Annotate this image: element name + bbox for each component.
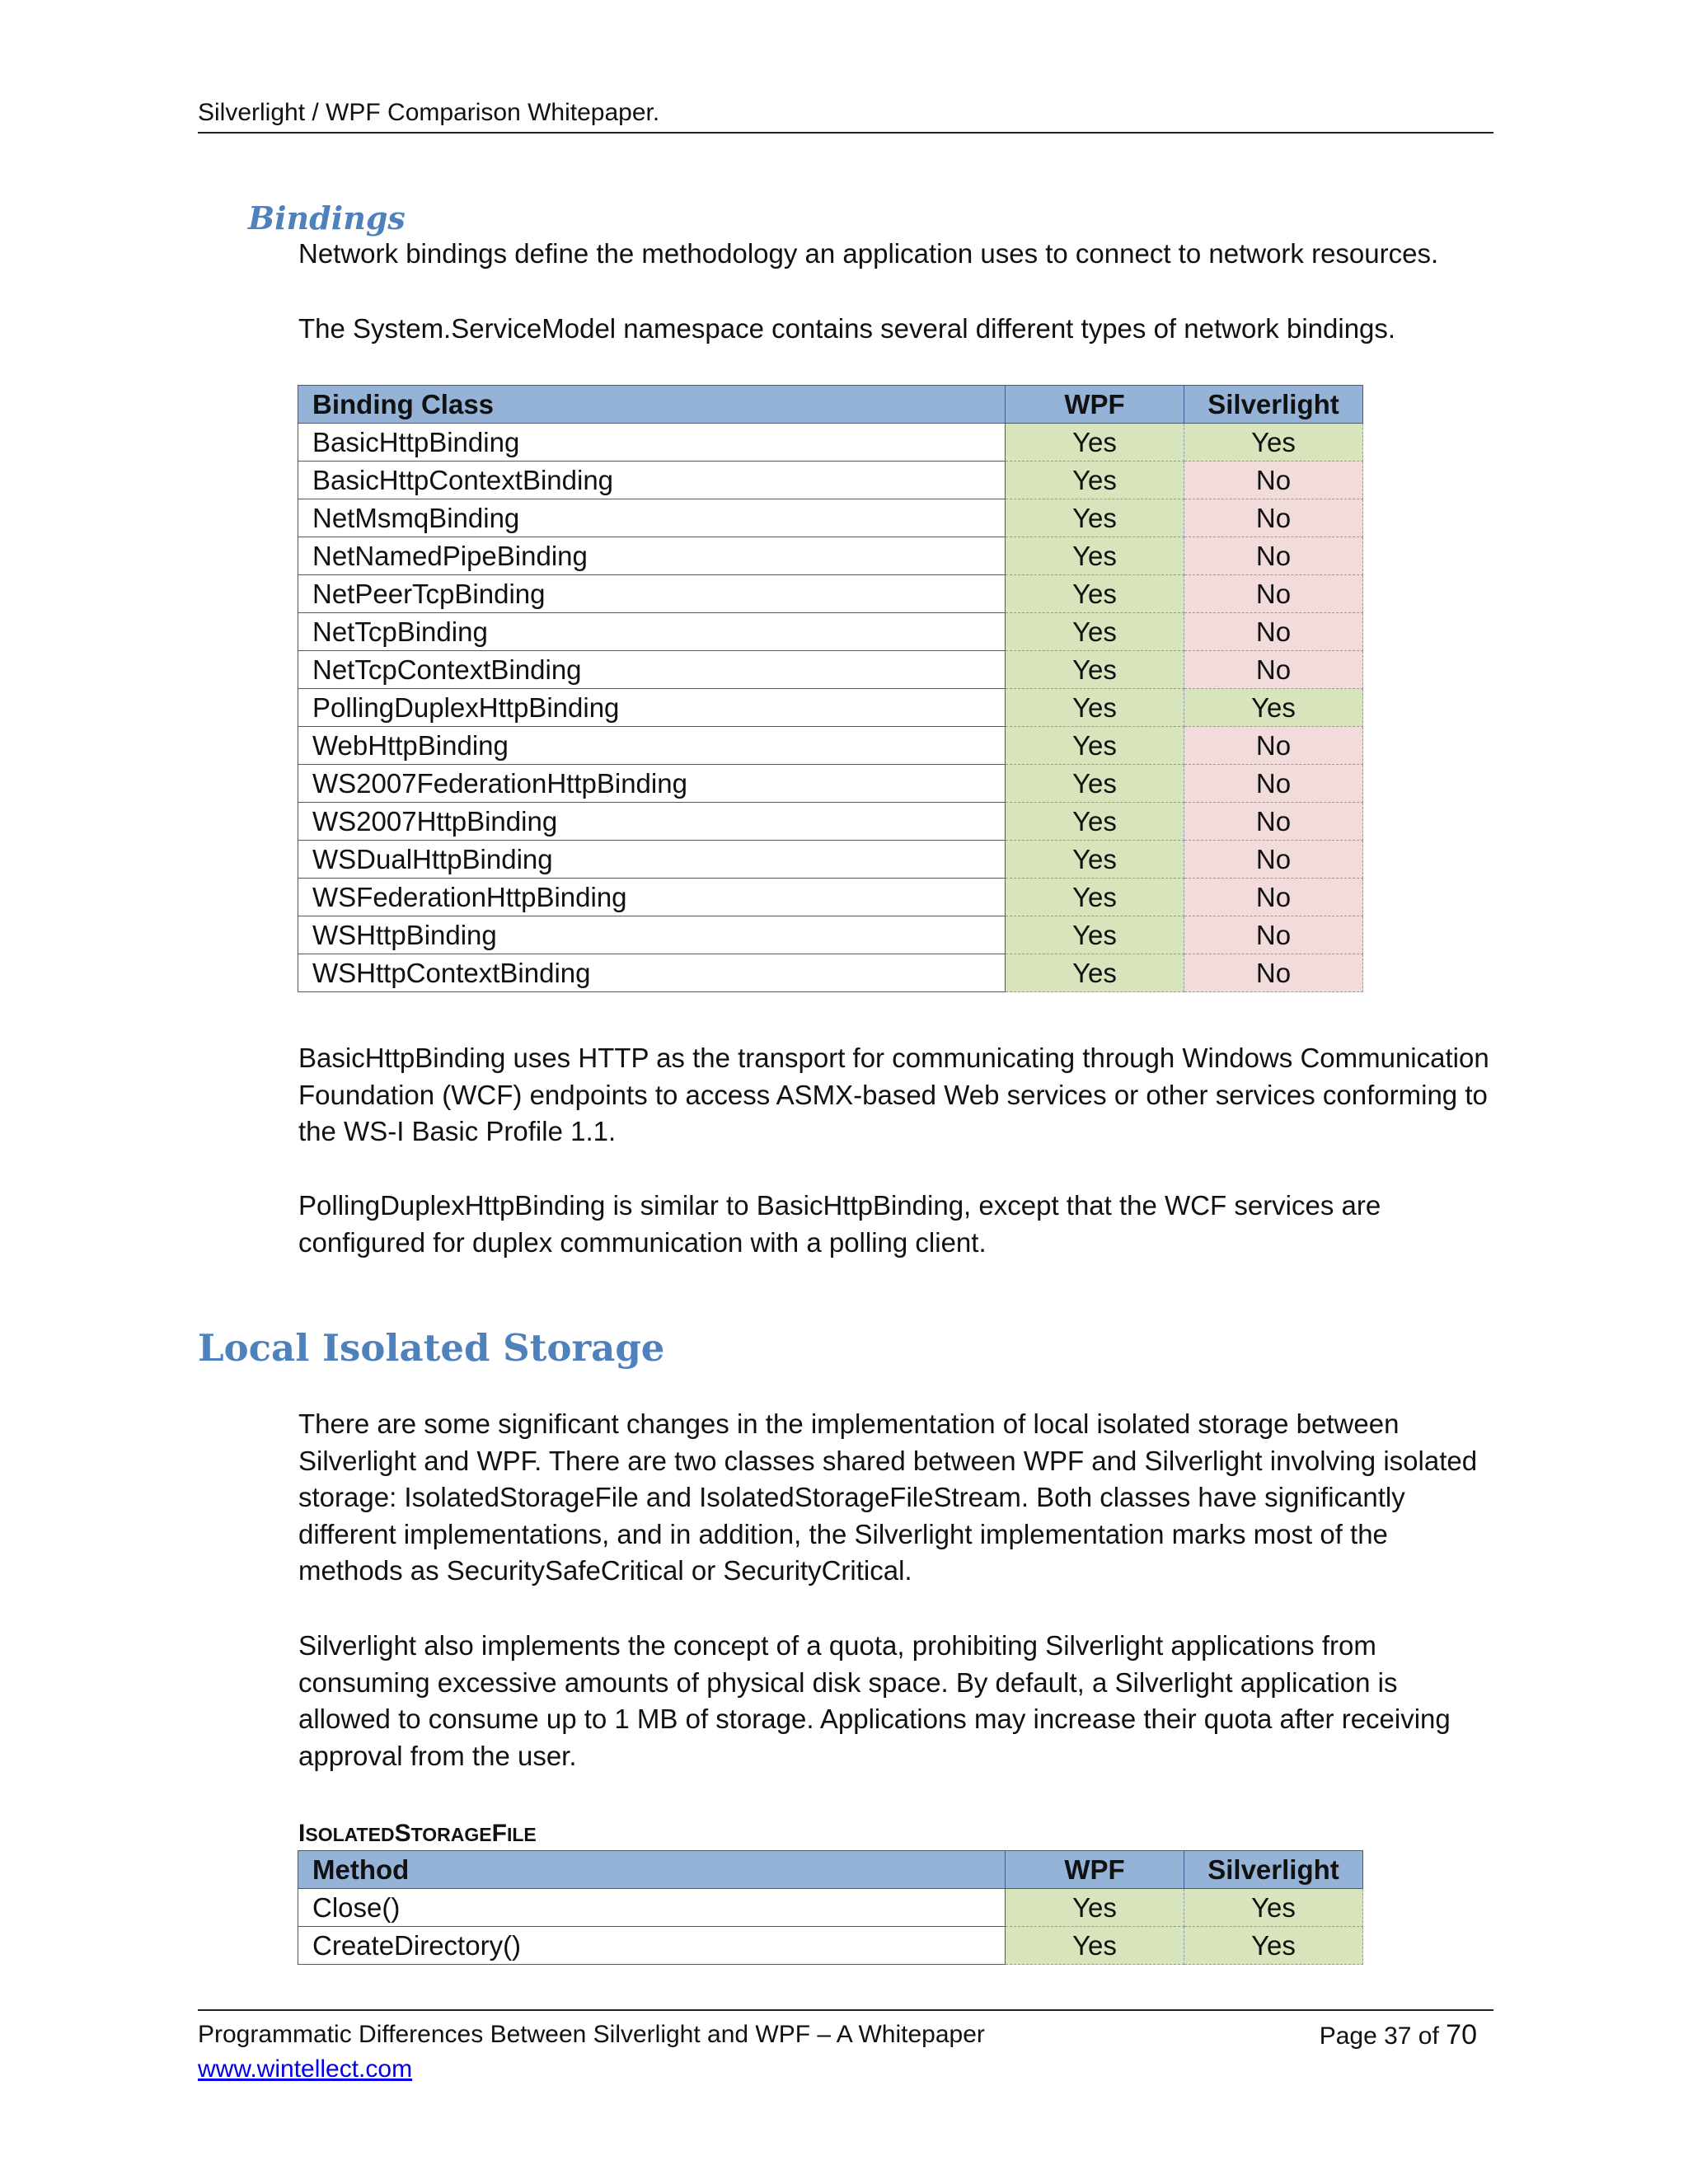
silverlight-cell: No xyxy=(1184,651,1363,689)
wpf-cell: Yes xyxy=(1006,424,1184,462)
column-header: Binding Class xyxy=(298,386,1006,424)
wpf-cell: Yes xyxy=(1006,1927,1184,1965)
silverlight-cell: No xyxy=(1184,765,1363,803)
name-cell: WSHttpContextBinding xyxy=(298,954,1006,992)
name-cell: WebHttpBinding xyxy=(298,727,1006,765)
table-row xyxy=(298,1889,1363,1927)
name-cell: NetTcpContextBinding xyxy=(298,651,1006,689)
name-cell: NetTcpBinding xyxy=(298,613,1006,651)
column-header: Silverlight xyxy=(1184,386,1363,424)
wpf-cell: Yes xyxy=(1006,803,1184,841)
bindings-paragraph-2: PollingDuplexHttpBinding is similar to BasicHttpBinding, except that the WCF services are configured for duplex communication with a polling client. xyxy=(298,1190,1381,1258)
wpf-cell: Yes xyxy=(1006,1889,1184,1927)
wpf-cell: Yes xyxy=(1006,499,1184,537)
footer-title: Programmatic Differences Between Silverlight and WPF – A Whitepaper xyxy=(198,2021,985,2048)
table-row xyxy=(298,841,1363,879)
table-row xyxy=(298,765,1363,803)
column-header: WPF xyxy=(1006,1851,1184,1889)
storage-paragraph-1: There are some significant changes in the implementation of local isolated storage between Silverlight and WPF. There are two classes shared between WPF and Silverlight involving isolated storage: IsolatedStorageFile and IsolatedStorageFileStream. Both classes have significantly different implementations, and in addition, the Silverlight implementation marks most of the methods as SecuritySafeCritical or SecurityCritical. xyxy=(298,1408,1478,1586)
table-row xyxy=(298,689,1363,727)
silverlight-cell: No xyxy=(1184,841,1363,879)
table-row xyxy=(298,499,1363,537)
page-number xyxy=(1320,2018,1477,2054)
table-row xyxy=(298,537,1363,575)
name-cell: WS2007HttpBinding xyxy=(298,803,1006,841)
wpf-cell: Yes xyxy=(1006,689,1184,727)
storage-heading: Local Isolated Storage xyxy=(198,1326,665,1370)
page-total: 70 xyxy=(1446,2019,1477,2050)
name-cell: NetMsmqBinding xyxy=(298,499,1006,537)
silverlight-cell: No xyxy=(1184,916,1363,954)
wpf-cell: Yes xyxy=(1006,613,1184,651)
table-header-row xyxy=(298,386,1363,424)
table-row xyxy=(298,803,1363,841)
page-footer xyxy=(198,2009,1493,2087)
name-cell: WSFederationHttpBinding xyxy=(298,879,1006,916)
table-row xyxy=(298,954,1363,992)
silverlight-cell: No xyxy=(1184,499,1363,537)
column-header: Method xyxy=(298,1851,1006,1889)
table-row xyxy=(298,424,1363,462)
bindings-table xyxy=(298,385,1363,992)
storage-paragraph-2: Silverlight also implements the concept of a quota, prohibiting Silverlight applications from consuming excessive amounts of physical disk space. By default, a Silverlight application is allowed to consume up to 1 MB of storage. Applications may increase their quota after receiving approval from the user. xyxy=(298,1630,1451,1771)
silverlight-cell: No xyxy=(1184,537,1363,575)
table-row xyxy=(298,1927,1363,1965)
silverlight-cell: Yes xyxy=(1184,689,1363,727)
name-cell: CreateDirectory() xyxy=(298,1927,1006,1965)
wpf-cell: Yes xyxy=(1006,879,1184,916)
silverlight-cell: Yes xyxy=(1184,1889,1363,1927)
wpf-cell: Yes xyxy=(1006,651,1184,689)
name-cell: BasicHttpBinding xyxy=(298,424,1006,462)
wpf-cell: Yes xyxy=(1006,727,1184,765)
silverlight-cell: No xyxy=(1184,727,1363,765)
isolatedstoragefile-table xyxy=(298,1850,1363,1965)
name-cell: WS2007FederationHttpBinding xyxy=(298,765,1006,803)
column-header: WPF xyxy=(1006,386,1184,424)
silverlight-cell: No xyxy=(1184,613,1363,651)
column-header: Silverlight xyxy=(1184,1851,1363,1889)
website-link[interactable]: www.wintellect.com xyxy=(198,2055,413,2083)
header-title: Silverlight / WPF Comparison Whitepaper. xyxy=(198,99,660,126)
wpf-cell: Yes xyxy=(1006,575,1184,613)
name-cell: Close() xyxy=(298,1889,1006,1927)
wpf-cell: Yes xyxy=(1006,537,1184,575)
isolatedstoragefile-caption xyxy=(298,1819,537,1849)
table-row xyxy=(298,462,1363,499)
silverlight-cell: No xyxy=(1184,803,1363,841)
bindings-intro-1: Network bindings define the methodology an application uses to connect to network resources. xyxy=(298,238,1439,269)
bindings-intro-2: The System.ServiceModel namespace contains several different types of network bindings. xyxy=(298,313,1396,344)
name-cell: NetPeerTcpBinding xyxy=(298,575,1006,613)
wpf-cell: Yes xyxy=(1006,916,1184,954)
bindings-heading: Bindings xyxy=(248,199,406,237)
page-header xyxy=(198,97,1493,134)
caption-text: ISOLATEDSTORAGEFILE xyxy=(298,1820,537,1847)
page-label: Page 37 of xyxy=(1319,2022,1439,2050)
name-cell: NetNamedPipeBinding xyxy=(298,537,1006,575)
silverlight-cell: No xyxy=(1184,462,1363,499)
silverlight-cell: No xyxy=(1184,954,1363,992)
silverlight-cell: No xyxy=(1184,575,1363,613)
silverlight-cell: No xyxy=(1184,879,1363,916)
wpf-cell: Yes xyxy=(1006,954,1184,992)
name-cell: PollingDuplexHttpBinding xyxy=(298,689,1006,727)
wpf-cell: Yes xyxy=(1006,765,1184,803)
table-row xyxy=(298,916,1363,954)
table-row xyxy=(298,879,1363,916)
name-cell: WSHttpBinding xyxy=(298,916,1006,954)
table-row xyxy=(298,727,1363,765)
table-row xyxy=(298,575,1363,613)
table-row xyxy=(298,613,1363,651)
table-header-row xyxy=(298,1851,1363,1889)
silverlight-cell: Yes xyxy=(1184,1927,1363,1965)
wpf-cell: Yes xyxy=(1006,841,1184,879)
name-cell: WSDualHttpBinding xyxy=(298,841,1006,879)
silverlight-cell: Yes xyxy=(1184,424,1363,462)
name-cell: BasicHttpContextBinding xyxy=(298,462,1006,499)
wpf-cell: Yes xyxy=(1006,462,1184,499)
bindings-paragraph-1: BasicHttpBinding uses HTTP as the transport for communicating through Windows Communication Foundation (WCF) endpoints to access ASMX-based Web services or other services conforming to the WS-I Basic Profile 1.1. xyxy=(298,1043,1489,1146)
table-row xyxy=(298,651,1363,689)
